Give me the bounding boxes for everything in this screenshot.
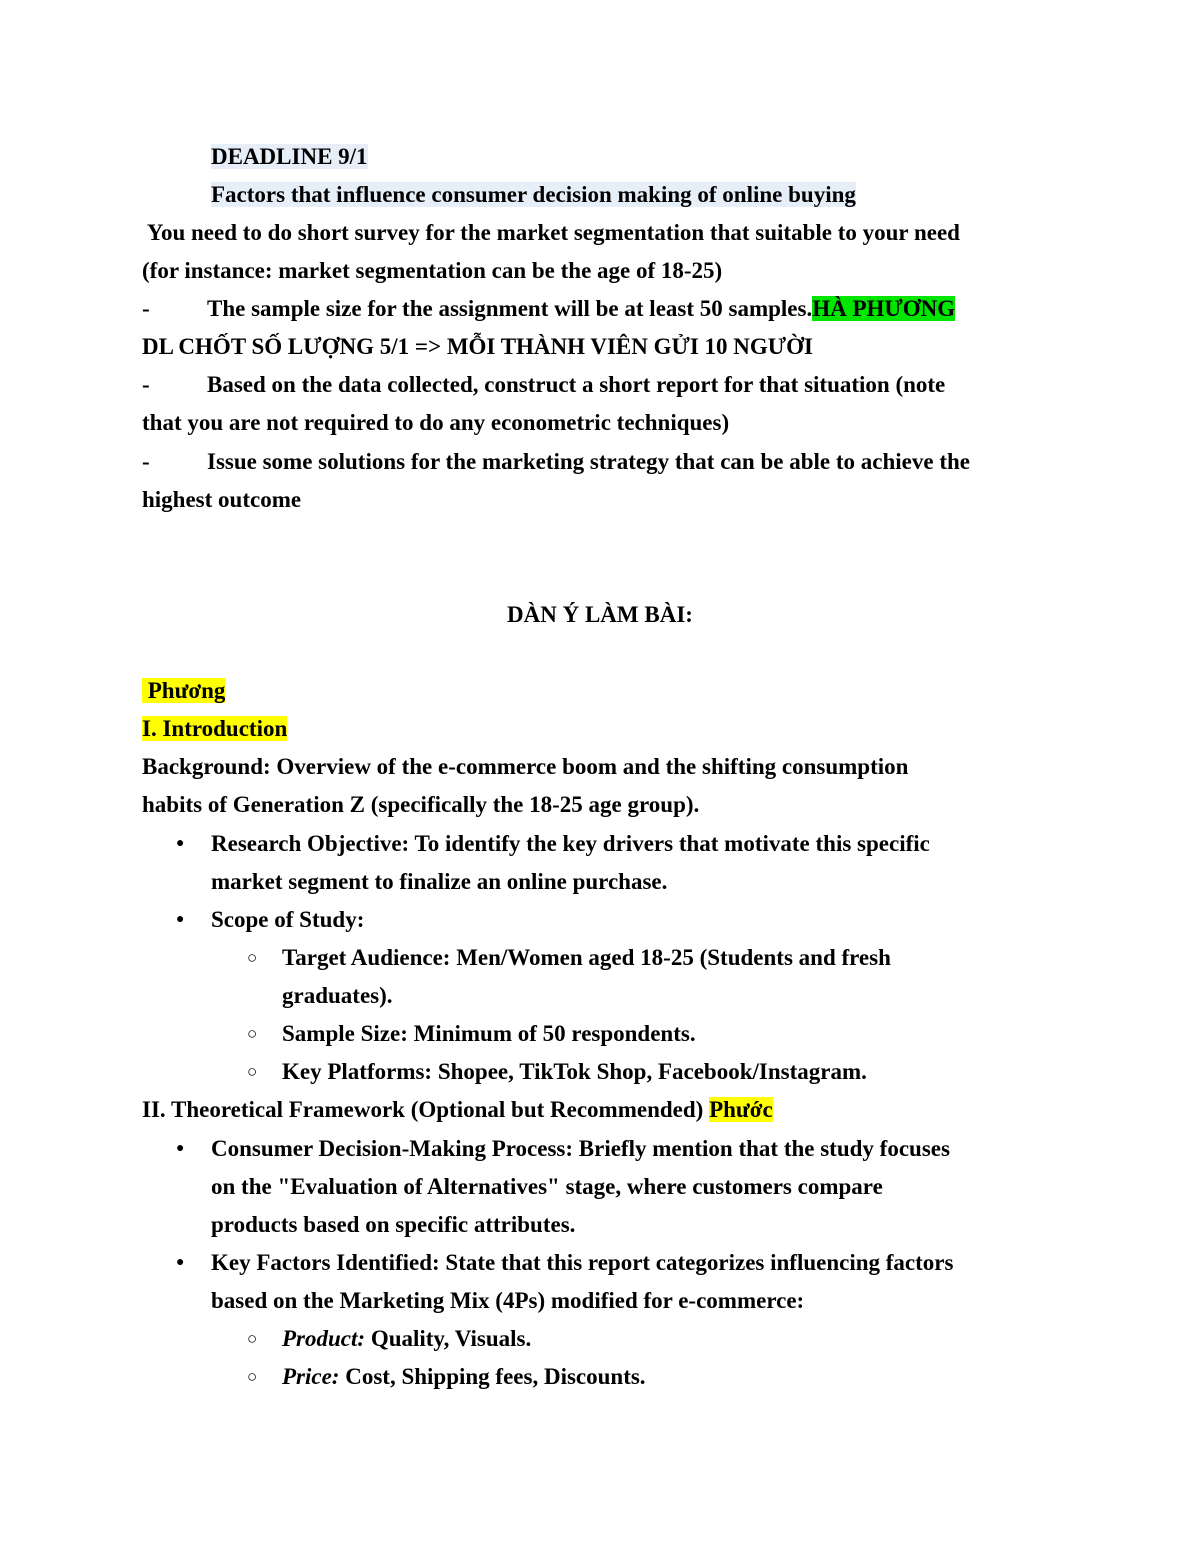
assignee-phuoc: Phước <box>709 1097 773 1122</box>
task-3-line-2: highest outcome <box>142 487 302 512</box>
price-line <box>282 1362 646 1392</box>
circle-bullet-icon: ○ <box>247 1062 258 1081</box>
section-1-title <box>142 714 287 744</box>
task-2-line-1: Based on the data collected, construct a short report for that situation (note <box>207 372 946 397</box>
intro-line-2: (for instance: market segmentation can be the age of 18-25) <box>142 258 723 283</box>
key-factors-line-1: Key Factors Identified: State that this report categorizes influencing factors <box>211 1250 954 1275</box>
target-line-1: Target Audience: Men/Women aged 18-25 (Students and fresh <box>282 945 891 970</box>
task-3-dash: - <box>142 449 150 474</box>
bullet-icon: ● <box>176 1141 185 1156</box>
bullet-icon: ● <box>176 1255 185 1270</box>
topic-text: Factors that influence consumer decision making of online buying <box>211 182 856 207</box>
bullet-icon: ● <box>176 836 185 851</box>
deadline-heading <box>211 142 368 172</box>
objective-line-1: Research Objective: To identify the key drivers that motivate this specific <box>211 831 930 856</box>
task-1-line-2: DL CHỐT SỐ LƯỢNG 5/1 => MỖI THÀNH VIÊN GỬI 10 NGƯỜI <box>142 334 813 359</box>
task-3-line-1: Issue some solutions for the marketing strategy that can be able to achieve the <box>207 449 970 474</box>
section-2-title <box>142 1095 773 1125</box>
background-line-1: Background: Overview of the e-commerce boom and the shifting consumption <box>142 754 909 779</box>
circle-bullet-icon: ○ <box>247 948 258 967</box>
bullet-icon: ● <box>176 912 185 927</box>
price-label: Price: <box>282 1364 340 1389</box>
cdm-line-2: on the "Evaluation of Alternatives" stage, where customers compare <box>211 1174 883 1199</box>
task-1-assignee: HÀ PHƯƠNG <box>812 296 956 321</box>
task-1-line-1 <box>207 294 955 324</box>
scope-heading: Scope of Study: <box>211 907 365 932</box>
key-factors-line-2: based on the Marketing Mix (4Ps) modified for e-commerce: <box>211 1288 805 1313</box>
circle-bullet-icon: ○ <box>247 1367 258 1386</box>
platforms-line: Key Platforms: Shopee, TikTok Shop, Facebook/Instagram. <box>282 1059 867 1084</box>
assignee-phuong <box>142 676 225 706</box>
intro-line-1: You need to do short survey for the market segmentation that suitable to your need <box>142 220 960 245</box>
product-label: Product: <box>282 1326 366 1351</box>
circle-bullet-icon: ○ <box>247 1329 258 1348</box>
task-1-text: The sample size for the assignment will be at least 50 samples. <box>207 296 813 321</box>
assignee-phuong-label: Phương <box>142 678 226 703</box>
task-2-line-2: that you are not required to do any econometric techniques) <box>142 410 730 435</box>
target-line-2: graduates). <box>282 983 393 1008</box>
cdm-line-3: products based on specific attributes. <box>211 1212 576 1237</box>
product-line <box>282 1324 531 1354</box>
outline-title: DÀN Ý LÀM BÀI: <box>507 602 693 627</box>
topic-heading <box>211 180 856 210</box>
product-text: Quality, Visuals. <box>365 1326 532 1351</box>
section-1-title-text: I. Introduction <box>142 716 288 741</box>
circle-bullet-icon: ○ <box>247 1024 258 1043</box>
cdm-line-1: Consumer Decision-Making Process: Briefly mention that the study focuses <box>211 1136 950 1161</box>
objective-line-2: market segment to finalize an online purchase. <box>211 869 668 894</box>
task-1-dash: - <box>142 296 150 321</box>
section-2-title-text: II. Theoretical Framework (Optional but Recommended) <box>142 1097 710 1122</box>
background-line-2: habits of Generation Z (specifically the 18-25 age group). <box>142 792 700 817</box>
sample-size-line: Sample Size: Minimum of 50 respondents. <box>282 1021 696 1046</box>
price-text: Cost, Shipping fees, Discounts. <box>339 1364 646 1389</box>
deadline-text: DEADLINE 9/1 <box>211 144 368 169</box>
task-2-dash: - <box>142 372 150 397</box>
